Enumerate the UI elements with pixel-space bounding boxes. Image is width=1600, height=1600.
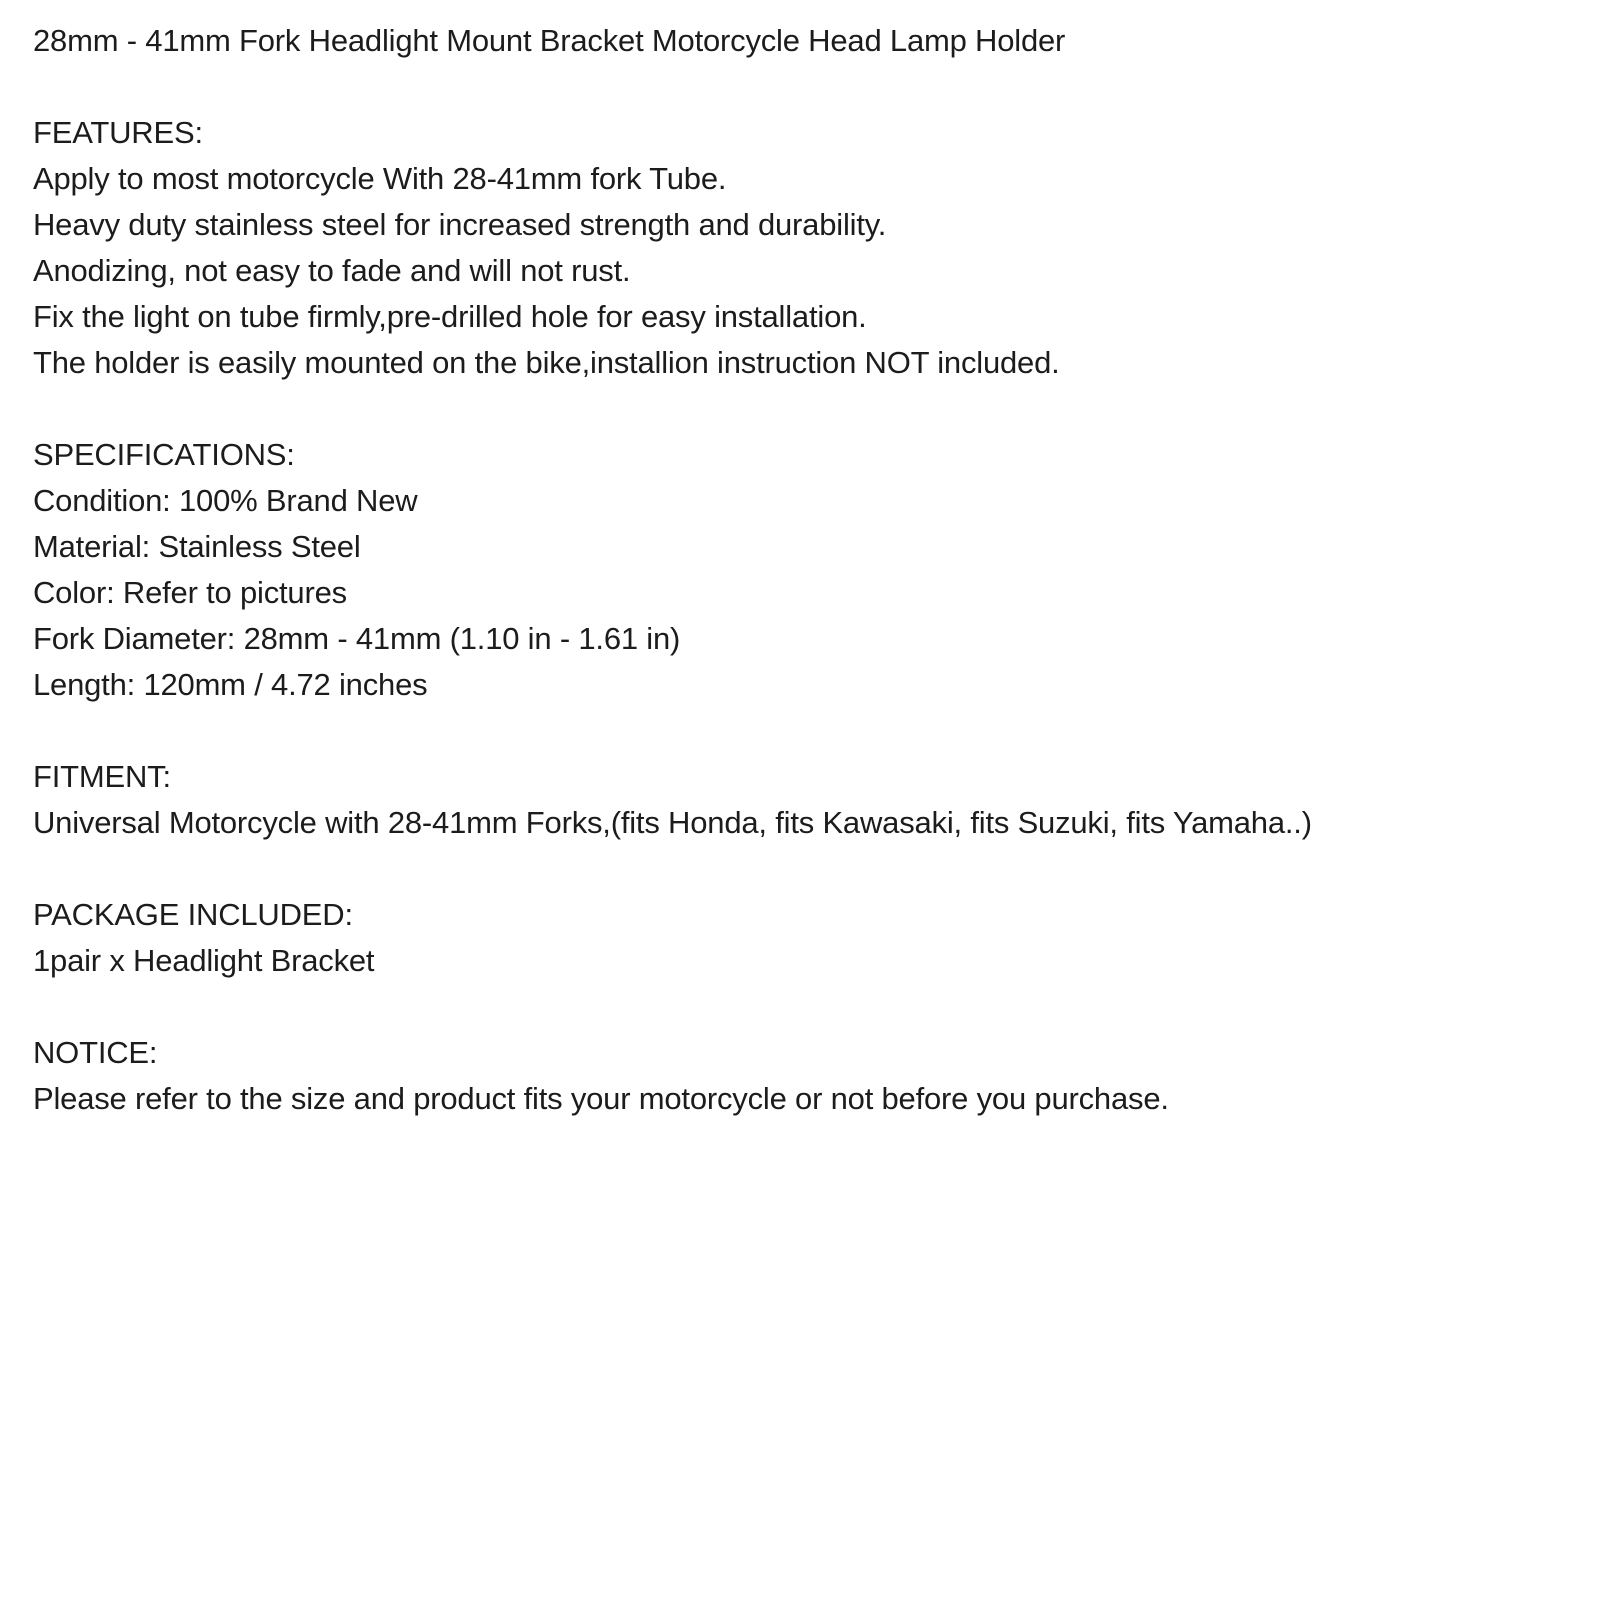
section-features <box>33 110 1570 386</box>
fitment-heading: FITMENT: <box>33 759 171 794</box>
specification-length: Length: 120mm / 4.72 inches <box>33 667 428 702</box>
package-included-line: 1pair x Headlight Bracket <box>33 943 375 978</box>
specification-color: Color: Refer to pictures <box>33 575 347 610</box>
specification-fork-diameter: Fork Diameter: 28mm - 41mm (1.10 in - 1.61 in) <box>33 621 681 656</box>
product-title: 28mm - 41mm Fork Headlight Mount Bracket Motorcycle Head Lamp Holder <box>33 23 1066 58</box>
section-specifications <box>33 432 1570 708</box>
features-line: Anodizing, not easy to fade and will not rust. <box>33 253 631 288</box>
section-notice <box>33 1030 1570 1122</box>
section-package-included <box>33 892 1570 984</box>
notice-line: Please refer to the size and product fits your motorcycle or not before you purchase. <box>33 1081 1169 1116</box>
features-line: Apply to most motorcycle With 28-41mm fork Tube. <box>33 161 727 196</box>
features-line: Heavy duty stainless steel for increased strength and durability. <box>33 207 887 242</box>
features-heading: FEATURES: <box>33 115 203 150</box>
specifications-heading: SPECIFICATIONS: <box>33 437 295 472</box>
specification-condition: Condition: 100% Brand New <box>33 483 418 518</box>
specification-material: Material: Stainless Steel <box>33 529 361 564</box>
features-line: Fix the light on tube firmly,pre-drilled hole for easy installation. <box>33 299 867 334</box>
notice-heading: NOTICE: <box>33 1035 158 1070</box>
fitment-line: Universal Motorcycle with 28-41mm Forks,(fits Honda, fits Kawasaki, fits Suzuki, fits Yamaha..) <box>33 805 1312 840</box>
features-line: The holder is easily mounted on the bike,installion instruction NOT included. <box>33 345 1060 380</box>
package-included-heading: PACKAGE INCLUDED: <box>33 897 353 932</box>
section-fitment <box>33 754 1570 846</box>
